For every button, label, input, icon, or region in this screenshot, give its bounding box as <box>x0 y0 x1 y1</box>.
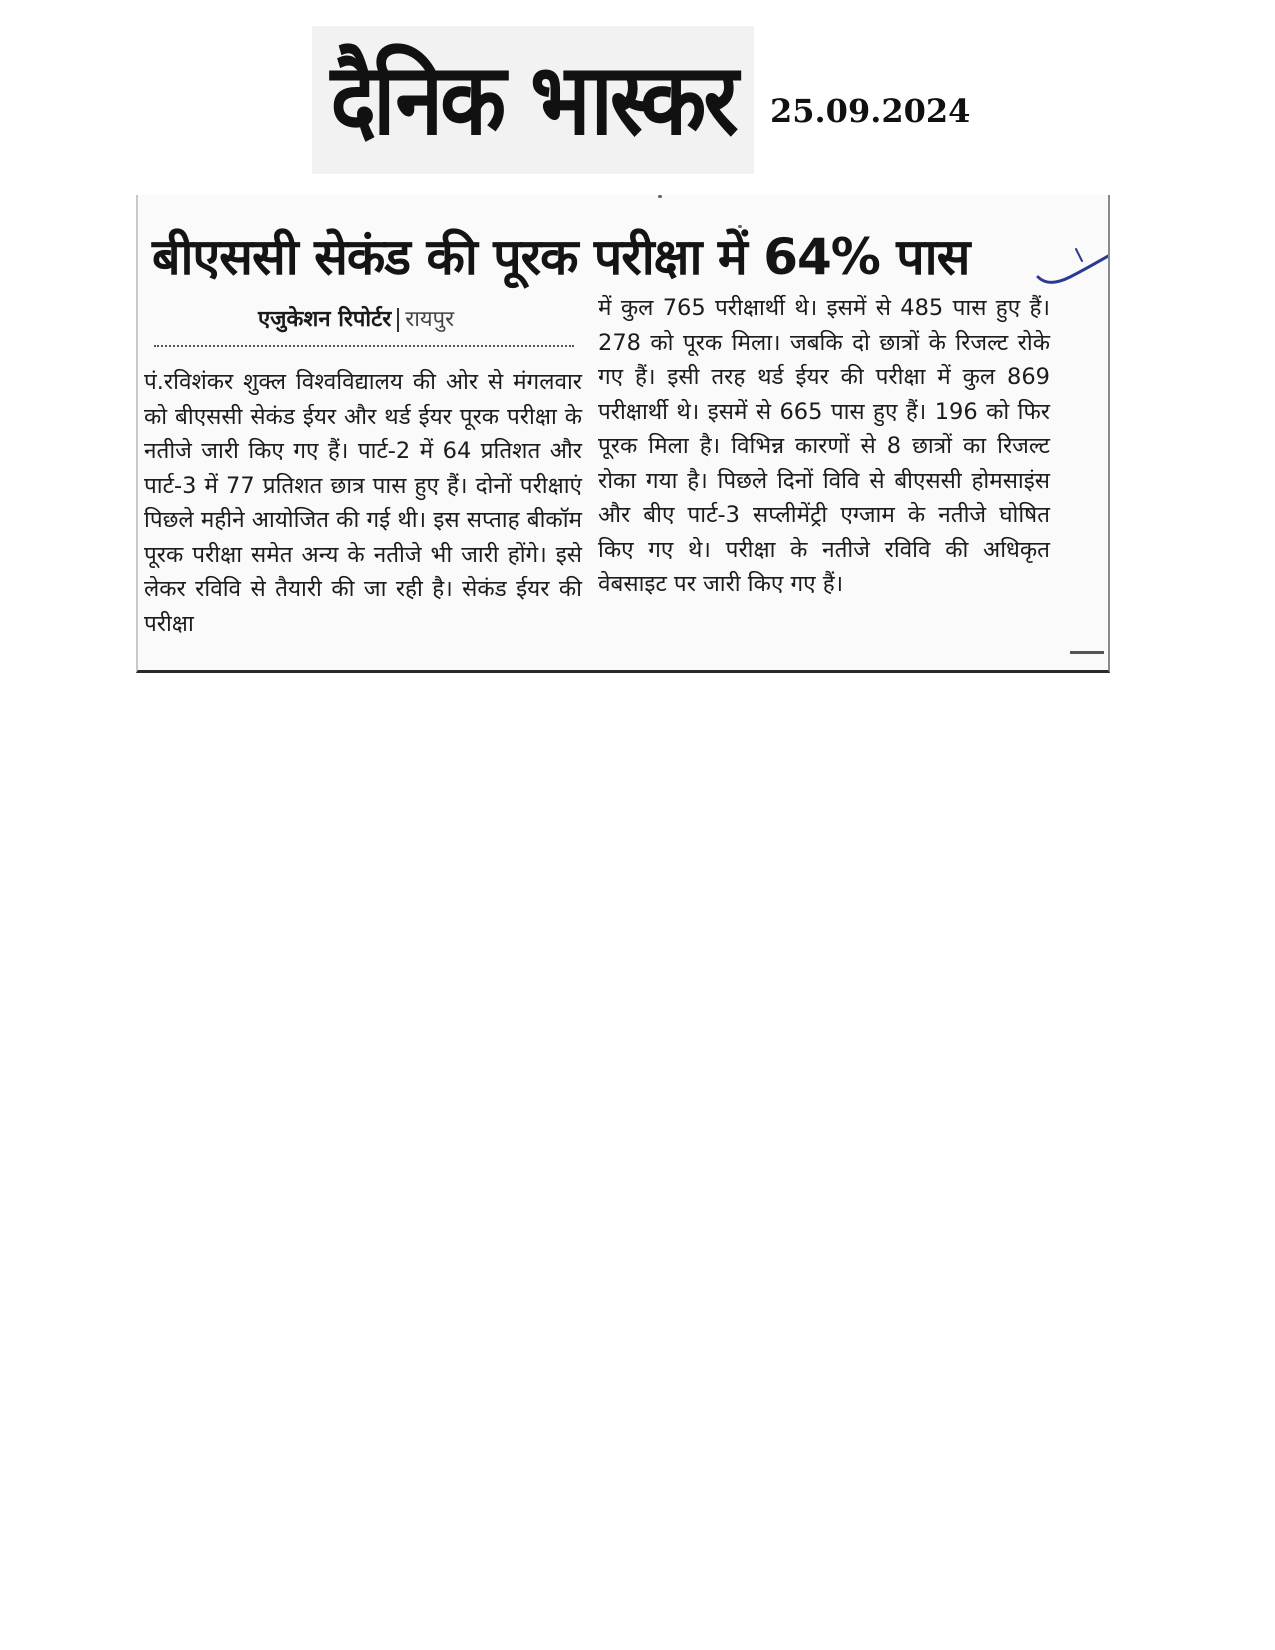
newspaper-logo-text: दैनिक भास्कर <box>330 42 736 158</box>
print-speck <box>658 195 662 198</box>
article-headline: बीएससी सेकंड की पूरक परीक्षा में 64% पास <box>152 228 970 286</box>
byline-reporter: एजुकेशन रिपोर्टर <box>258 307 392 332</box>
clipping-edge-mark <box>1070 651 1104 654</box>
publication-date: 25.09.2024 <box>770 92 971 130</box>
byline-rule <box>154 345 574 347</box>
byline-place: रायपुर <box>405 307 455 332</box>
byline-divider <box>397 308 399 332</box>
print-speck <box>738 225 742 228</box>
article-column-left: पं.रविशंकर शुक्ल विश्वविद्यालय की ओर से मंगलवार को बीएससी सेकंड ईयर और थर्ड ईयर पूरक परीक्षा के नतीजे जारी किए गए हैं। पार्ट-2 में 64 प्रतिशत और पार्ट-3 में 77 प्रतिशत छात्र पास हुए हैं। दोनों परीक्षाएं पिछले महीने आयोजित की गई थी। इस सप्ताह बीकॉम पूरक परीक्षा समेत अन्य के नतीजे भी जारी होंगे। इसे लेकर रविवि से तैयारी की जा रही है। सेकंड ईयर की परीक्षा <box>144 369 582 637</box>
pen-mark-decoration <box>1036 247 1110 287</box>
article-byline <box>258 303 454 333</box>
newspaper-logo <box>312 26 754 174</box>
news-clipping <box>136 195 1110 673</box>
article-column-right: में कुल 765 परीक्षार्थी थे। इसमें से 485 पास हुए हैं। 278 को पूरक मिला। जबकि दो छात्रों के रिजल्ट रोके गए हैं। इसी तरह थर्ड ईयर की परीक्षा में कुल 869 परीक्षार्थी थे। इसमें से 665 पास हुए हैं। 196 को फिर पूरक मिला है। विभिन्न कारणों से 8 छात्रों का रिजल्ट रोका गया है। पिछले दिनों विवि से बीएससी होमसाइंस और बीए पार्ट-3 सप्लीमेंट्री एग्जाम के नतीजे घोषित किए गए थे। परीक्षा के नतीजे रविवि की अधिकृत वेबसाइट पर जारी किए गए हैं। <box>598 295 1050 597</box>
